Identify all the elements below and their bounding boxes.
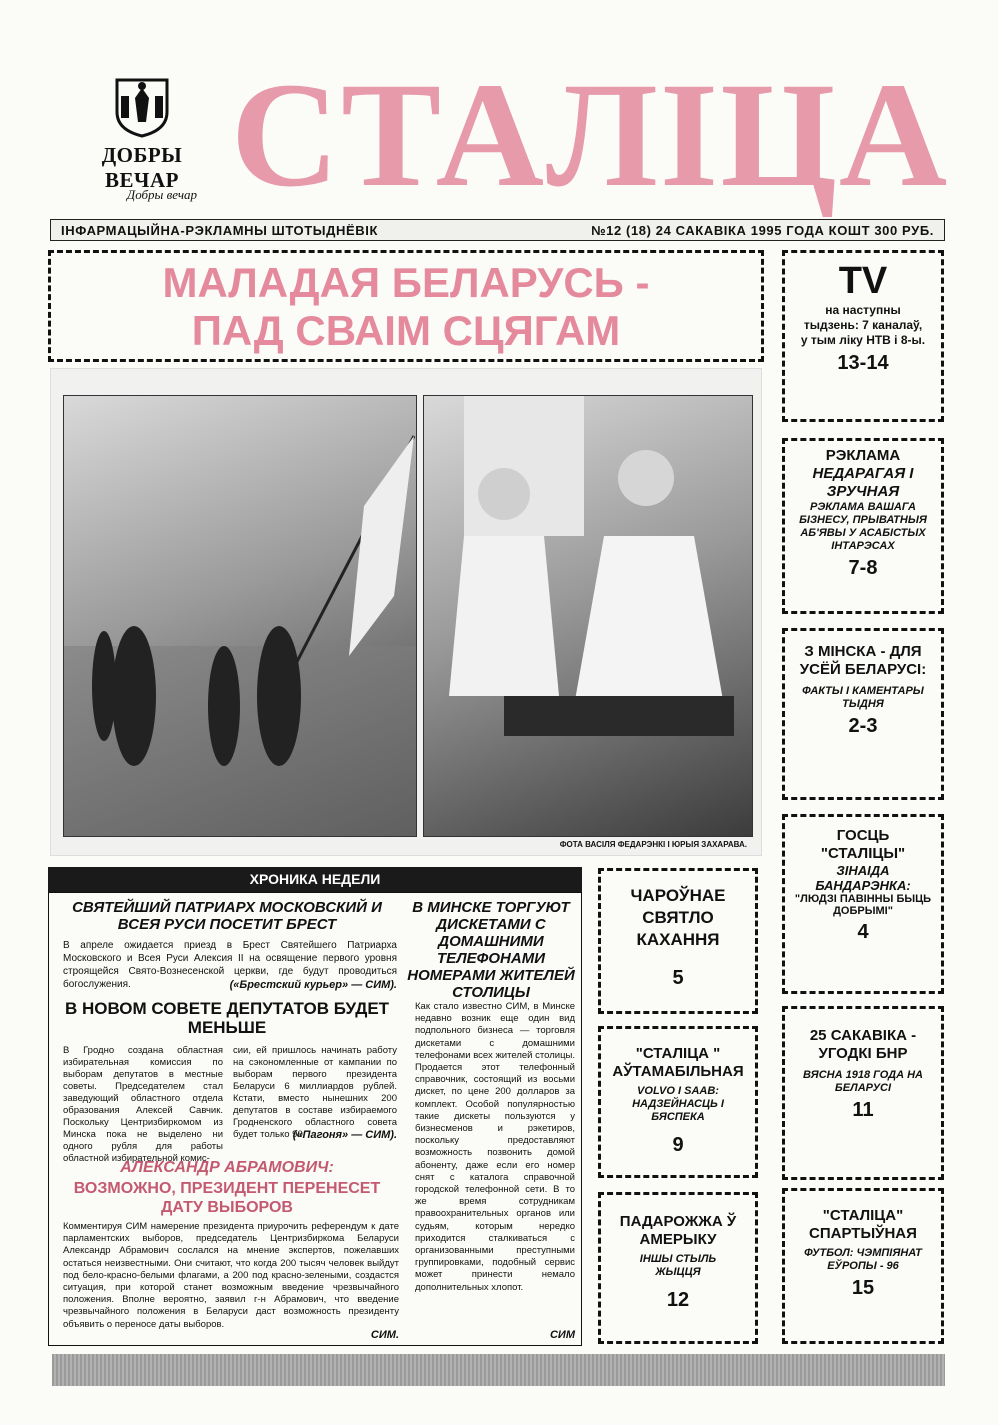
article-council-title: В НОВОМ СОВЕТЕ ДЕПУТАТОВ БУДЕТ МЕНЬШЕ: [64, 999, 390, 1037]
photo-credit: ФОТА ВАСІЛЯ ФЕДАРЭНКІ І ЮРЫЯ ЗАХАРАВА.: [559, 840, 747, 849]
article-abramovich-body: Комментируя СИМ намерение президента приурочить референдум к дате парламентских выборов, председатель Центризбиркома Беларуси Александр Абрамович сослался на мнение экспертов, пожелавших остаться неизвестными. Они считают, что когда 200 тысяч человек выйдут под бело-красно-белыми флагами, а 200 под красно-зелеными, создастся ситуация, при которой станет возможным введение чрезвычайного положения. Вполне вероятно, заявил г-н Абрамович, что введение чрезвычайного положения в Беларуси даст возможность президенту объявить о переносе даты выборов.: [63, 1221, 399, 1330]
tv-pages: 13-14: [837, 352, 889, 374]
tv-sub: на наступны тыдзень: 7 каналаў, у тым ліку НТВ і 8-ы.: [800, 303, 926, 347]
bnr-sub: ВЯСНА 1918 ГОДА НА БЕЛАРУСІ: [803, 1069, 923, 1094]
bnr-title: 25 САКАВІКА - УГОДКІ БНР: [809, 1027, 917, 1062]
guest-pages: 4: [857, 921, 869, 943]
crest-icon: [113, 76, 171, 138]
issue-info: №12 (18) 24 САКАВІКА 1995 ГОДА КОШТ 300 РУБ.: [591, 222, 934, 238]
masthead-title: СТАЛІЦА: [230, 52, 950, 218]
auto-title: "СТАЛІЦА " АЎТАМАБІЛЬНАЯ: [612, 1045, 744, 1080]
ads-pages: 7-8: [848, 557, 878, 579]
article-council-source: («Пагоня» — СИМ).: [292, 1129, 397, 1141]
tv-title: TV: [838, 260, 888, 302]
article-patriarch-title: СВЯТЕЙШИЙ ПАТРИАРХ МОСКОВСКИЙ И ВСЕЯ РУСИ ПОСЕТИТ БРЕСТ: [72, 899, 382, 933]
logo-sub: Добры вечар: [126, 187, 198, 202]
publisher-logo: [62, 76, 222, 202]
ads-sub: РЭКЛАМА ВАШАГА БІЗНЕСУ, ПРЫВАТНЫЯ АБ'ЯВЫ У АСАБІСТЫХ ІНТАРЭСАХ: [799, 501, 927, 552]
headline-line-2: ПАД СВАІМ СЦЯГАМ: [191, 307, 621, 354]
chronicle-header: ХРОНИКА НЕДЕЛИ: [48, 867, 582, 892]
sidebar-box-sport: [782, 1188, 944, 1344]
sport-sub: ФУТБОЛ: ЧЭМПІЯНАТ ЕЎРОПЫ - 96: [804, 1247, 922, 1272]
publication-type: ІНФАРМАЦЫЙНА-РЭКЛАМНЫ ШТОТЫДНЁВІК: [61, 222, 379, 238]
guest-title: ГОСЦЬ "СТАЛІЦЫ": [820, 827, 906, 862]
ads-title: РЭКЛАМА: [825, 447, 901, 464]
america-title: ПАДАРОЖЖА Ў АМЕРЫКУ: [619, 1213, 737, 1248]
article-council-body-2: сии, ей пришлось начинать работу на сэкономленные от кампании по выборам первого президента Беларуси 6 миллиардов рублей. Кстати, вместо нынешних 200 депутатов в составе избираемого Гродненского областного совета будет только 90.: [233, 1045, 397, 1140]
guest-sub: ЗІНАІДА БАНДАРЭНКА:: [815, 863, 911, 893]
article-patriarch-source: («Брестский курьер» — СИМ).: [229, 979, 397, 991]
article-council-body-1: В Гродно создана областная избирательная комиссия по выборам депутатов в местные советы. Председателем стал заведующий областного отдела образования Алексей Савчик. Поскольку Центризбиркомом из Минска пока не выделено ни одного рубля для работы областной избирательной комис-: [63, 1045, 223, 1164]
headline-line-1: МАЛАДАЯ БЕЛАРУСЬ -: [162, 259, 650, 306]
article-abramovich-title-2: ВОЗМОЖНО, ПРЕЗИДЕНТ ПЕРЕНЕСЕТ ДАТУ ВЫБОРОВ: [73, 1180, 381, 1216]
footer-bar: [52, 1354, 945, 1386]
children-icon: [424, 396, 752, 836]
logo-name: ДОБРЫ ВЕЧАР: [101, 143, 183, 192]
minsk-sub: ФАКТЫ І КАМЕНТАРЫ ТЫДНЯ: [802, 685, 924, 710]
photo-march: [63, 395, 417, 837]
auto-pages: 9: [672, 1134, 684, 1156]
sport-pages: 15: [851, 1277, 875, 1299]
sport-title: "СТАЛІЦА" СПАРТЫЎНАЯ: [809, 1207, 917, 1242]
info-bar: [50, 219, 945, 241]
sidebar-box-ads: [782, 438, 944, 614]
flag-icon: [64, 396, 416, 836]
box-america: [598, 1192, 758, 1344]
minsk-pages: 2-3: [848, 715, 878, 737]
sidebar-box-guest: [782, 814, 944, 994]
article-patriarch-body: В апреле ожидается приезд в Брест Святейшего Патриарха Московского и Всея Руси Алексия II на освящение первого уровня строящейся Свято-Вознесенской церкви, где будут проводиться богослужения.: [63, 940, 397, 990]
article-abramovich-title-1: АЛЕКСАНДР АБРАМОВИЧ:: [120, 1159, 334, 1176]
article-diskettes-title: В МИНСКЕ ТОРГУЮТ ДИСКЕТАМИ С ДОМАШНИМИ ТЕЛЕФОНАМИ НОМЕРАМИ ЖИТЕЛЕЙ СТОЛИЦЫ: [407, 899, 575, 1001]
america-sub: ІНШЫ СТЫЛЬ ЖЫЦЦЯ: [639, 1253, 717, 1278]
ads-title-2: НЕДАРАГАЯ І ЗРУЧНАЯ: [812, 465, 914, 500]
sidebar-box-bnr: [782, 1006, 944, 1180]
article-abramovich-source: СИМ.: [370, 1329, 399, 1341]
photo-area: [50, 368, 762, 856]
box-love: [598, 868, 758, 1014]
guest-quote: "ЛЮДЗІ ПАВІННЫ БЫЦЬ ДОБРЫМІ": [794, 893, 932, 917]
photo-children: [423, 395, 753, 837]
love-pages: 5: [672, 967, 684, 989]
minsk-title: З МІНСКА - ДЛЯ УСЁЙ БЕЛАРУСІ:: [799, 643, 927, 678]
main-headline: [48, 250, 764, 362]
sidebar-box-minsk: [782, 628, 944, 800]
article-diskettes-body: Как стало известно СИМ, в Минске недавно возник еще один вид подпольного бизнеса — торговля дискетами с домашними телефонами всех жителей столицы. Продается этот телефонный справочник, состоящий из восьми дискет, по цене 200 долларов за комплект. Особой популярностью такие дискеты пользуются у бизнесменов и рэкетиров, поскольку предоставляют возможность позвонить домой абоненту, даже если его номер снят с каталога справочной городской телефонной сети. В то же время сотрудникам правоохранительных органов или судьям, которым нередко приходится сталкиваться с организованными преступными группировками, подобный сервис может принести немало дополнительных хлопот.: [415, 1001, 575, 1293]
box-auto: [598, 1026, 758, 1178]
love-title: ЧАРОЎНАЕ СВЯТЛО КАХАННЯ: [630, 886, 726, 949]
sidebar-box-tv: [782, 250, 944, 422]
article-diskettes-source: СИМ: [549, 1329, 575, 1341]
chronicle-section: [48, 892, 582, 1346]
auto-sub: VOLVO І SAAB: НАДЗЕЙНАСЦЬ І БЯСПЕКА: [632, 1085, 724, 1123]
america-pages: 12: [666, 1289, 690, 1311]
bnr-pages: 11: [852, 1099, 874, 1121]
